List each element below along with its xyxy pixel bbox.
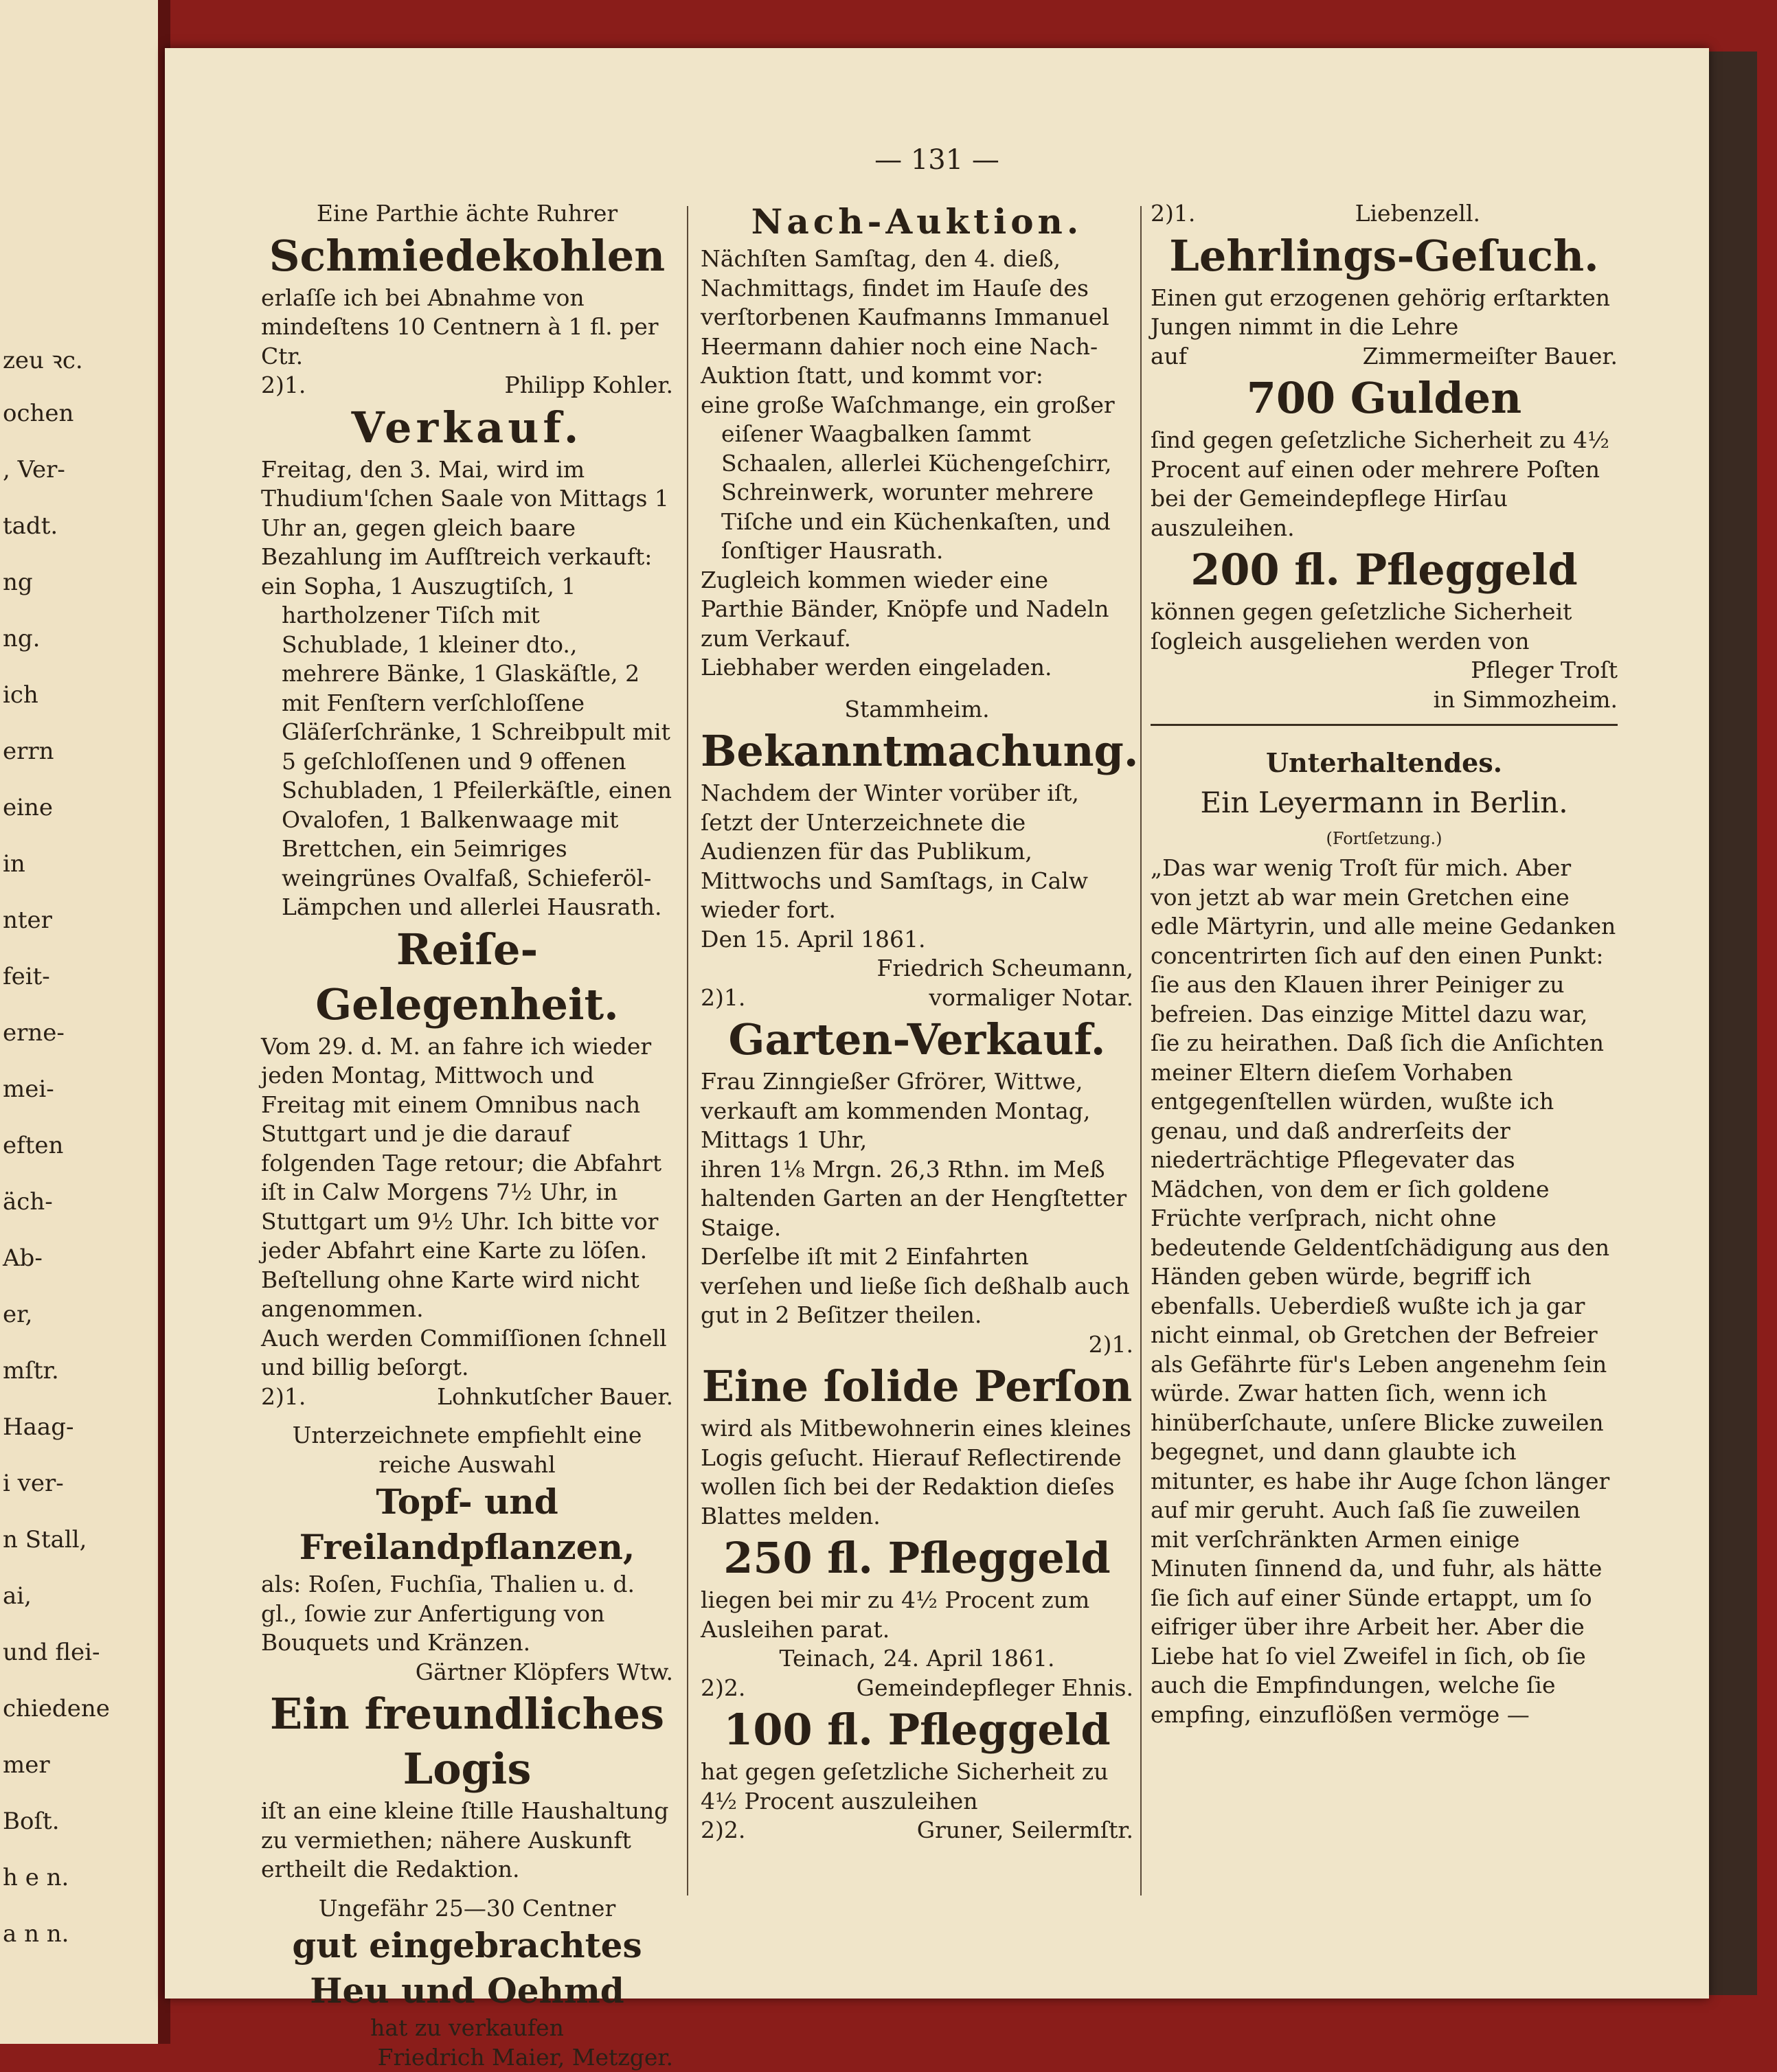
ad-title: Reiſe-Gelegenheit. bbox=[261, 922, 673, 1032]
ad-title: Schmiedekohlen bbox=[261, 229, 673, 284]
left-page-fragment-text: Haag- bbox=[3, 1413, 73, 1441]
ad-intro: Eine Parthie ächte Ruhrer bbox=[261, 199, 673, 229]
left-page-fragment-text: erne- bbox=[3, 1019, 65, 1047]
ad-list: eine große Waſchmange, ein großer eiſener Waagbalken ſammt Schaalen, allerlei Küchengeſchirr, Schreinwerk, worunter mehrere Tiſche und ein Küchenkaſten, und ſonſtiger Hausrath. bbox=[701, 391, 1133, 566]
ad-title: Nach-Auktion. bbox=[701, 199, 1133, 244]
column-rule bbox=[1140, 206, 1142, 1895]
ad-date: Den 15. April 1861. bbox=[701, 925, 1133, 955]
left-page-fragment-text: nter bbox=[3, 907, 52, 934]
ad-title: Eine ſolide Perſon bbox=[701, 1359, 1133, 1414]
left-page-fragment-text: , Ver- bbox=[3, 456, 65, 483]
column-3 bbox=[1151, 199, 1618, 1729]
ad-signature: Pfleger Troſt bbox=[1151, 656, 1618, 685]
left-page-fragment-text: Ab- bbox=[3, 1244, 43, 1272]
section-divider bbox=[1151, 724, 1618, 726]
left-page-fragment-text: ochen bbox=[3, 400, 73, 427]
ad-signature: Friedrich Scheumann, bbox=[701, 954, 1133, 983]
left-page-fragment-text: äch- bbox=[3, 1188, 53, 1216]
story-text: „Das war wenig Troſt für mich. Aber von jetzt ab war mein Gretchen eine edle Märtyrin, und alle meine Gedanken concentrirten ſich auf den einen Punkt: ſie aus den Klauen ihrer Peiniger zu befreien. Das einzige Mittel dazu war, ſie zu heirathen. Daß ſich die Anſichten meiner Eltern dieſem Vorhaben entgegenſtellen würden, wußte ich genau, und daß andrerſeits der niederträchtige Pflegevater das Mädchen, von dem er ſich goldene Früchte verſprach, nicht ohne bedeutende Geldentſchädigung aus den Händen geben würde, begriff ich ebenfalls. Ueberdieß wußte ich ja gar nicht einmal, ob Gretchen der Befreier als Gefährte für's Leben angenehm ſein würde. Zwar hatten ſich, wenn ich hinüberſchaute, unſere Blicke zuweilen begegnet, und dann glaubte ich mitunter, es habe ihr Auge ſchon länger auf mir geruht. Auch ſaß ſie zuweilen mit verſchränkten Armen einige Minuten ſinnend da, und fuhr, als hätte ſie ſich auf einer Sünde ertappt, um ſo eifriger über ihre Arbeit her. Aber die Liebe hat ſo viel Zweifel in ſich, ob ſie auch die Empfindungen, welche ſie empfing, einzuflößen vermöge — bbox=[1151, 854, 1618, 1729]
ad-text: Zugleich kommen wieder eine Parthie Bänder, Knöpfe und Nadeln zum Verkauf. bbox=[701, 566, 1133, 654]
left-page-fragment-text: und flei- bbox=[3, 1639, 100, 1666]
ad-text: als: Roſen, Fuchſia, Thalien u. d. gl., ſowie zur Anfertigung von Bouquets und Kränzen. bbox=[261, 1570, 673, 1658]
ad-text: liegen bei mir zu 4½ Procent zum Ausleihen parat. bbox=[701, 1586, 1133, 1644]
ad-ref: 2)1. bbox=[261, 371, 306, 400]
ad-signature: Zimmermeiſter Bauer. bbox=[1363, 342, 1618, 372]
column-1 bbox=[261, 199, 673, 2072]
section-title: Unterhaltendes. bbox=[1151, 744, 1618, 782]
ad-text: ſind gegen geſetzliche Sicherheit zu 4½ Procent auf einen oder mehrere Poſten bei der Gemeindepflege Hirſau auszuleihen. bbox=[1151, 426, 1618, 543]
book-spine bbox=[1709, 52, 1757, 1995]
ad-text: Auch werden Commiſſionen ſchnell und billig beſorgt. bbox=[261, 1324, 673, 1382]
ad-text: auf bbox=[1151, 342, 1187, 372]
ad-signature: Lohnkutſcher Bauer. bbox=[437, 1382, 673, 1412]
ad-intro: Ungefähr 25—30 Centner bbox=[261, 1894, 673, 1924]
left-page-fragment bbox=[0, 0, 158, 2044]
left-page-fragment-text: feit- bbox=[3, 963, 50, 990]
ad-place: Liebenzell. bbox=[1355, 199, 1480, 229]
column-2 bbox=[701, 199, 1133, 1845]
ad-title: Topf- und Freilandpflanzen, bbox=[261, 1479, 673, 1570]
left-page-fragment-text: n Stall, bbox=[3, 1526, 87, 1553]
ad-text: Einen gut erzogenen gehörig erſtarkten Jungen nimmt in die Lehre bbox=[1151, 284, 1618, 342]
ad-title: 200 fl. Pfleggeld bbox=[1151, 543, 1618, 597]
ad-date: Teinach, 24. April 1861. bbox=[701, 1644, 1133, 1674]
left-page-fragment-text: chiedene bbox=[3, 1695, 110, 1722]
ad-ref: 2)1. bbox=[701, 1330, 1133, 1360]
newspaper-page bbox=[165, 48, 1709, 1999]
ad-intro: Unterzeichnete empfiehlt eine reiche Auswahl bbox=[261, 1421, 673, 1479]
left-page-fragment-text: eine bbox=[3, 794, 53, 821]
ad-text: können gegen geſetzliche Sicherheit ſogleich ausgeliehen werden von bbox=[1151, 597, 1618, 656]
ad-signature: Philipp Kohler. bbox=[505, 371, 673, 400]
ad-signature: Gemeindepfleger Ehnis. bbox=[857, 1674, 1133, 1703]
story-note: (Fortſetzung.) bbox=[1151, 823, 1618, 854]
ad-text: Freitag, den 3. Mai, wird im Thudium'ſchen Saale von Mittags 1 Uhr an, gegen gleich baare Bezahlung im Aufſtreich verkauft: bbox=[261, 455, 673, 572]
ad-text: Nachdem der Winter vorüber iſt, ſetzt der Unterzeichnete die Audienzen für das Publikum, Mittwochs und Samſtags, in Calw wieder fort. bbox=[701, 779, 1133, 925]
story-title: Ein Leyermann in Berlin. bbox=[1151, 782, 1618, 823]
ad-title: 250 fl. Pfleggeld bbox=[701, 1531, 1133, 1586]
ad-title: Verkauf. bbox=[261, 400, 673, 455]
left-page-fragment-text: mer bbox=[3, 1751, 50, 1779]
ad-ref: 2)1. bbox=[1151, 199, 1195, 229]
left-page-fragment-text: tadt. bbox=[3, 512, 58, 540]
left-page-fragment-text: eften bbox=[3, 1132, 63, 1159]
ad-text: erlaſſe ich bei Abnahme von mindeſtens 10 Centnern à 1 fl. per Ctr. bbox=[261, 284, 673, 372]
left-page-fragment-text: i ver- bbox=[3, 1470, 64, 1497]
ad-signature: Gruner, Seilermſtr. bbox=[917, 1816, 1133, 1845]
left-page-fragment-text: a n n. bbox=[3, 1920, 69, 1948]
ad-title: 100 fl. Pfleggeld bbox=[701, 1703, 1133, 1757]
left-page-fragment-text: mſtr. bbox=[3, 1357, 59, 1385]
ad-title: Ein freundliches Logis bbox=[261, 1687, 673, 1797]
left-page-fragment-text: ng. bbox=[3, 625, 40, 652]
ad-list: ein Sopha, 1 Auszugtiſch, 1 hartholzener Tiſch mit Schublade, 1 kleiner dto., mehrere Bänke, 1 Glaskäſtle, 2 mit Fenſtern verſchloſſene Gläſerſchränke, 1 Schreibpult mit 5 geſchloſſenen und 9 offenen Schubladen, 1 Pfeilerkäſtle, einen Ovalofen, 1 Balkenwaage mit Brettchen, ein 5eimriges weingrünes Ovalfaß, Schieferöl-Lämpchen und allerlei Hausrath. bbox=[261, 572, 673, 922]
ad-text: Derſelbe iſt mit 2 Einfahrten verſehen und ließe ſich deßhalb auch gut in 2 Beſitzer theilen. bbox=[701, 1242, 1133, 1330]
page-number: — 131 — bbox=[165, 144, 1709, 176]
ad-text: ihren 1⅛ Mrgn. 26,3 Rthn. im Meß haltenden Garten an der Hengſtetter Staige. bbox=[701, 1155, 1133, 1243]
left-page-fragment-text: Boſt. bbox=[3, 1808, 60, 1835]
ad-place: Stammheim. bbox=[701, 695, 1133, 725]
ad-text: iſt an eine kleine ſtille Haushaltung zu vermiethen; nähere Auskunft ertheilt die Redaktion. bbox=[261, 1797, 673, 1885]
ad-text: Liebhaber werden eingeladen. bbox=[701, 653, 1133, 683]
left-page-fragment-text: errn bbox=[3, 738, 54, 765]
column-rule bbox=[687, 206, 688, 1895]
ad-text: Vom 29. d. M. an fahre ich wieder jeden Montag, Mittwoch und Freitag mit einem Omnibus nach Stuttgart und je die darauf folgenden Tage retour; die Abfahrt iſt in Calw Morgens 7½ Uhr, in Stuttgart um 9½ Uhr. Ich bitte vor jeder Abfahrt eine Karte zu löſen. Beſtellung ohne Karte wird nicht angenommen. bbox=[261, 1032, 673, 1324]
ad-ref: 2)2. bbox=[701, 1674, 745, 1703]
ad-text: Frau Zinngießer Gfrörer, Wittwe, verkauft am kommenden Montag, Mittags 1 Uhr, bbox=[701, 1067, 1133, 1155]
ad-text: hat zu verkaufen bbox=[261, 2014, 673, 2043]
left-page-fragment-text: in bbox=[3, 850, 25, 878]
left-page-fragment-text: h e n. bbox=[3, 1864, 69, 1891]
ad-text: wird als Mitbewohnerin eines kleines Logis geſucht. Hierauf Reflectirende wollen ſich bei der Redaktion dieſes Blattes melden. bbox=[701, 1414, 1133, 1531]
ad-signature: Gärtner Klöpfers Wtw. bbox=[261, 1658, 673, 1687]
left-page-fragment-text: mei- bbox=[3, 1075, 54, 1103]
ad-ref: 2)1. bbox=[701, 983, 745, 1013]
ad-signature: vormaliger Notar. bbox=[929, 983, 1133, 1013]
ad-title: Bekanntmachung. bbox=[701, 724, 1133, 779]
ad-title: 700 Gulden bbox=[1151, 371, 1618, 426]
ad-title: Garten-Verkauf. bbox=[701, 1012, 1133, 1067]
ad-signature: Friedrich Maier, Metzger. bbox=[261, 2043, 673, 2072]
left-page-fragment-text: er, bbox=[3, 1301, 32, 1328]
left-page-fragment-text: ai, bbox=[3, 1582, 32, 1610]
ad-ref: 2)1. bbox=[261, 1382, 306, 1412]
left-page-fragment-text: ng bbox=[3, 569, 33, 596]
ad-title: gut eingebrachtes Heu und Oehmd bbox=[261, 1923, 673, 2014]
left-page-fragment-text: ich bbox=[3, 681, 38, 709]
ad-text: Nächſten Samſtag, den 4. dieß, Nachmittags, findet im Hauſe des verſtorbenen Kaufmanns Immanuel Heermann dahier noch eine Nach-Auktion ſtatt, und kommt vor: bbox=[701, 244, 1133, 391]
left-page-fragment-text: zeu ꝛc. bbox=[3, 343, 83, 375]
ad-signature: in Simmozheim. bbox=[1151, 685, 1618, 715]
ad-text: hat gegen geſetzliche Sicherheit zu 4½ Procent auszuleihen bbox=[701, 1757, 1133, 1816]
ad-ref: 2)2. bbox=[701, 1816, 745, 1845]
ad-title: Lehrlings-Geſuch. bbox=[1151, 229, 1618, 284]
